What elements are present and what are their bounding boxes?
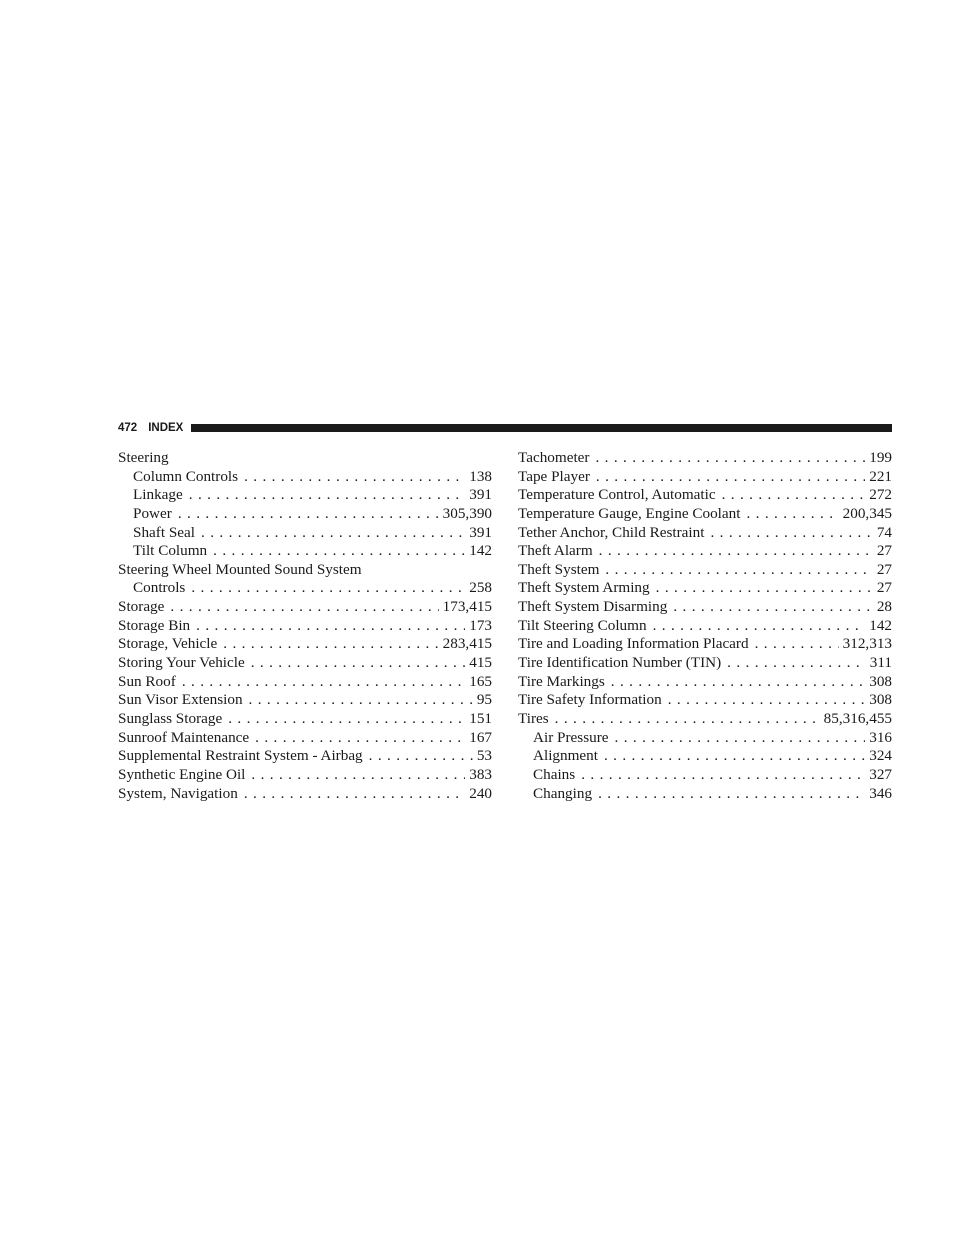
leader-dots [251, 766, 465, 785]
index-column-left [118, 449, 492, 803]
leader-dots [755, 635, 839, 654]
index-term: Tire and Loading Information Placard [518, 635, 749, 653]
index-entry [518, 598, 892, 617]
page-reference: 200,345 [842, 504, 892, 522]
index-entry [118, 673, 492, 692]
index-entry [518, 710, 892, 729]
index-entry [518, 449, 892, 468]
leader-dots [196, 617, 465, 636]
index-term: Air Pressure [533, 728, 609, 746]
leader-dots [668, 691, 866, 710]
index-term: Temperature Control, Automatic [518, 486, 716, 504]
page-reference: 316 [869, 728, 892, 746]
page-reference: 173 [469, 616, 492, 634]
index-term: Changing [533, 784, 593, 802]
leader-dots [244, 785, 465, 804]
index-subentry [118, 486, 492, 505]
index-entry [518, 524, 892, 543]
leader-dots [249, 691, 473, 710]
leader-dots [191, 579, 465, 598]
index-term: Theft System [518, 560, 600, 578]
index-entry [518, 673, 892, 692]
leader-dots [710, 524, 872, 543]
index-entry [518, 561, 892, 580]
index-entry [518, 579, 892, 598]
page-reference: 53 [476, 747, 492, 765]
page-reference: 391 [469, 523, 492, 541]
index-entry [118, 617, 492, 636]
index-term: Supplemental Restraint System - Airbag [118, 747, 363, 765]
index-term: Tire Identification Number (TIN) [518, 654, 722, 672]
index-term: Power [133, 504, 172, 522]
index-entry [518, 486, 892, 505]
page-reference: 308 [869, 672, 892, 690]
index-subentry [118, 505, 492, 524]
index-entry [518, 617, 892, 636]
index-term: Sunroof Maintenance [118, 728, 250, 746]
index-entry [118, 691, 492, 710]
index-entry [118, 710, 492, 729]
page-reference: 74 [876, 523, 892, 541]
page-reference: 383 [469, 765, 492, 783]
page-reference: 324 [869, 747, 892, 765]
page-reference: 28 [876, 598, 892, 616]
page-reference: 258 [469, 579, 492, 597]
leader-dots [255, 729, 465, 748]
index-entry [118, 561, 492, 580]
page-reference: 27 [876, 579, 892, 597]
leader-dots [615, 729, 866, 748]
index-term: Linkage [133, 486, 183, 504]
page-reference: 85,316,455 [823, 709, 892, 727]
index-term: Storage [118, 598, 165, 616]
leader-dots [727, 654, 866, 673]
index-term: Theft System Disarming [518, 598, 668, 616]
leader-dots [581, 766, 865, 785]
index-subentry [118, 468, 492, 487]
index-term: Tilt Steering Column [518, 616, 647, 634]
index-entry [118, 766, 492, 785]
leader-dots [656, 579, 873, 598]
index-subentry [118, 579, 492, 598]
index-entry [118, 598, 492, 617]
leader-dots [555, 710, 820, 729]
index-entry [518, 635, 892, 654]
index-term: Sunglass Storage [118, 709, 223, 727]
index-subentry [518, 766, 892, 785]
index-entry [118, 729, 492, 748]
index-subentry [118, 524, 492, 543]
page-reference: 95 [476, 691, 492, 709]
page-reference: 142 [869, 616, 892, 634]
leader-dots [598, 785, 865, 804]
leader-dots [251, 654, 466, 673]
page-reference: 27 [876, 560, 892, 578]
page-reference: 221 [869, 467, 892, 485]
page-reference: 165 [469, 672, 492, 690]
index-term: Tether Anchor, Child Restraint [518, 523, 705, 541]
index-term: Controls [133, 579, 186, 597]
leader-dots [604, 747, 865, 766]
index-entry [118, 747, 492, 766]
index-entry [518, 542, 892, 561]
index-entry [118, 654, 492, 673]
leader-dots [595, 449, 865, 468]
index-term: Tire Safety Information [518, 691, 662, 709]
page-reference: 305,390 [442, 504, 492, 522]
index-term: Tape Player [518, 467, 590, 485]
leader-dots [178, 505, 439, 524]
leader-dots [201, 524, 465, 543]
index-term: Sun Roof [118, 672, 176, 690]
index-entry [518, 505, 892, 524]
page-reference: 272 [869, 486, 892, 504]
leader-dots [213, 542, 465, 561]
leader-dots [189, 486, 465, 505]
index-term: Tilt Column [133, 542, 208, 560]
index-term: Tachometer [518, 449, 590, 466]
index-term: Steering [118, 449, 169, 466]
page-reference: 173,415 [442, 598, 492, 616]
page-reference: 142 [469, 542, 492, 560]
index-term: Temperature Gauge, Engine Coolant [518, 504, 741, 522]
page-reference: 167 [469, 728, 492, 746]
leader-dots [170, 598, 438, 617]
index-term: Shaft Seal [133, 523, 196, 541]
header-rule [191, 424, 892, 432]
index-term: Tire Markings [518, 672, 605, 690]
leader-dots [653, 617, 866, 636]
leader-dots [611, 673, 865, 692]
page-reference: 138 [469, 467, 492, 485]
leader-dots [605, 561, 872, 580]
index-term: Theft System Arming [518, 579, 650, 597]
page-reference: 327 [869, 765, 892, 783]
index-term: Synthetic Engine Oil [118, 765, 246, 783]
index-term: Storing Your Vehicle [118, 654, 245, 672]
page-reference: 283,415 [442, 635, 492, 653]
index-term: Storage, Vehicle [118, 635, 218, 653]
index-term: Chains [533, 765, 576, 783]
page-reference: 308 [869, 691, 892, 709]
page-reference: 312,313 [842, 635, 892, 653]
page-reference: 27 [876, 542, 892, 560]
index-term: Sun Visor Extension [118, 691, 243, 709]
index-subentry [518, 785, 892, 804]
page-reference: 199 [869, 449, 892, 466]
leader-dots [722, 486, 866, 505]
index-term: Theft Alarm [518, 542, 593, 560]
index-term: Alignment [533, 747, 598, 765]
index-subentry [118, 542, 492, 561]
index-subentry [518, 747, 892, 766]
leader-dots [228, 710, 465, 729]
index-term: System, Navigation [118, 784, 238, 802]
index-entry [118, 635, 492, 654]
leader-dots [673, 598, 872, 617]
index-term: Column Controls [133, 467, 239, 485]
index-term: Storage Bin [118, 616, 191, 634]
index-term: Steering Wheel Mounted Sound System [118, 560, 362, 578]
leader-dots [596, 468, 865, 487]
index-entry [518, 654, 892, 673]
index-subentry [518, 729, 892, 748]
page-number: 472 [118, 421, 138, 434]
index-term: Tires [518, 709, 549, 727]
leader-dots [369, 747, 473, 766]
page-reference: 415 [469, 654, 492, 672]
page-reference: 391 [469, 486, 492, 504]
page-reference: 346 [869, 784, 892, 802]
leader-dots [182, 673, 465, 692]
section-title: INDEX [148, 421, 184, 434]
index-entry [518, 691, 892, 710]
page-header [118, 420, 892, 435]
leader-dots [244, 468, 465, 487]
index-entry [118, 449, 492, 468]
page-reference: 240 [469, 784, 492, 802]
page-reference: 311 [869, 654, 892, 672]
leader-dots [223, 635, 438, 654]
page-reference: 151 [469, 709, 492, 727]
leader-dots [746, 505, 838, 524]
leader-dots [599, 542, 873, 561]
index-column-right [518, 449, 892, 803]
index-entry [518, 468, 892, 487]
index-entry [118, 785, 492, 804]
